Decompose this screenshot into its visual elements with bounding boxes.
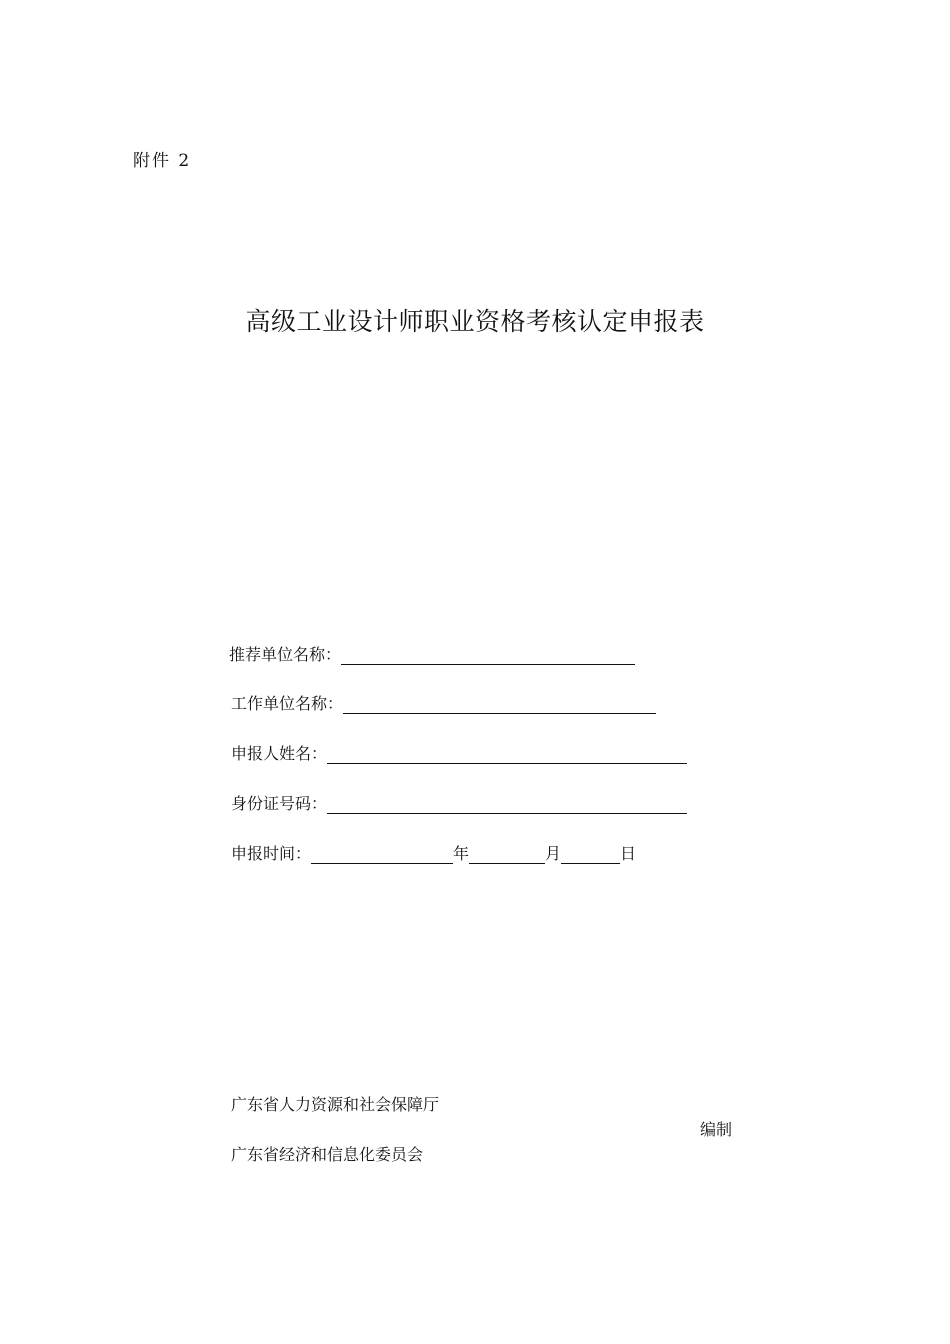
application-date-field (231, 844, 636, 864)
attachment-label: 附件 2 (133, 151, 192, 171)
work-unit-field (231, 694, 656, 714)
applicant-name-blank[interactable] (327, 745, 687, 764)
day-unit: 日 (620, 844, 637, 863)
application-date-label: 申报时间： (231, 844, 312, 863)
recommending-unit-label: 推荐单位名称： (229, 645, 342, 664)
month-unit: 月 (545, 844, 562, 863)
day-blank[interactable] (561, 845, 620, 864)
work-unit-blank[interactable] (343, 695, 656, 714)
applicant-name-field (231, 744, 687, 764)
issuing-org-1: 广东省人力资源和社会保障厅 (231, 1095, 440, 1114)
id-number-blank[interactable] (327, 795, 687, 814)
year-unit: 年 (453, 844, 470, 863)
compiled-label: 编制 (700, 1120, 733, 1139)
month-blank[interactable] (469, 845, 545, 864)
work-unit-label: 工作单位名称： (231, 694, 344, 713)
page-title: 高级工业设计师职业资格考核认定申报表 (245, 307, 705, 336)
id-number-field (231, 794, 687, 814)
issuing-org-2: 广东省经济和信息化委员会 (231, 1145, 424, 1164)
applicant-name-label: 申报人姓名： (231, 744, 328, 763)
id-number-label: 身份证号码： (231, 794, 328, 813)
recommending-unit-blank[interactable] (341, 646, 635, 665)
year-blank[interactable] (311, 845, 453, 864)
recommending-unit-field (229, 645, 635, 665)
